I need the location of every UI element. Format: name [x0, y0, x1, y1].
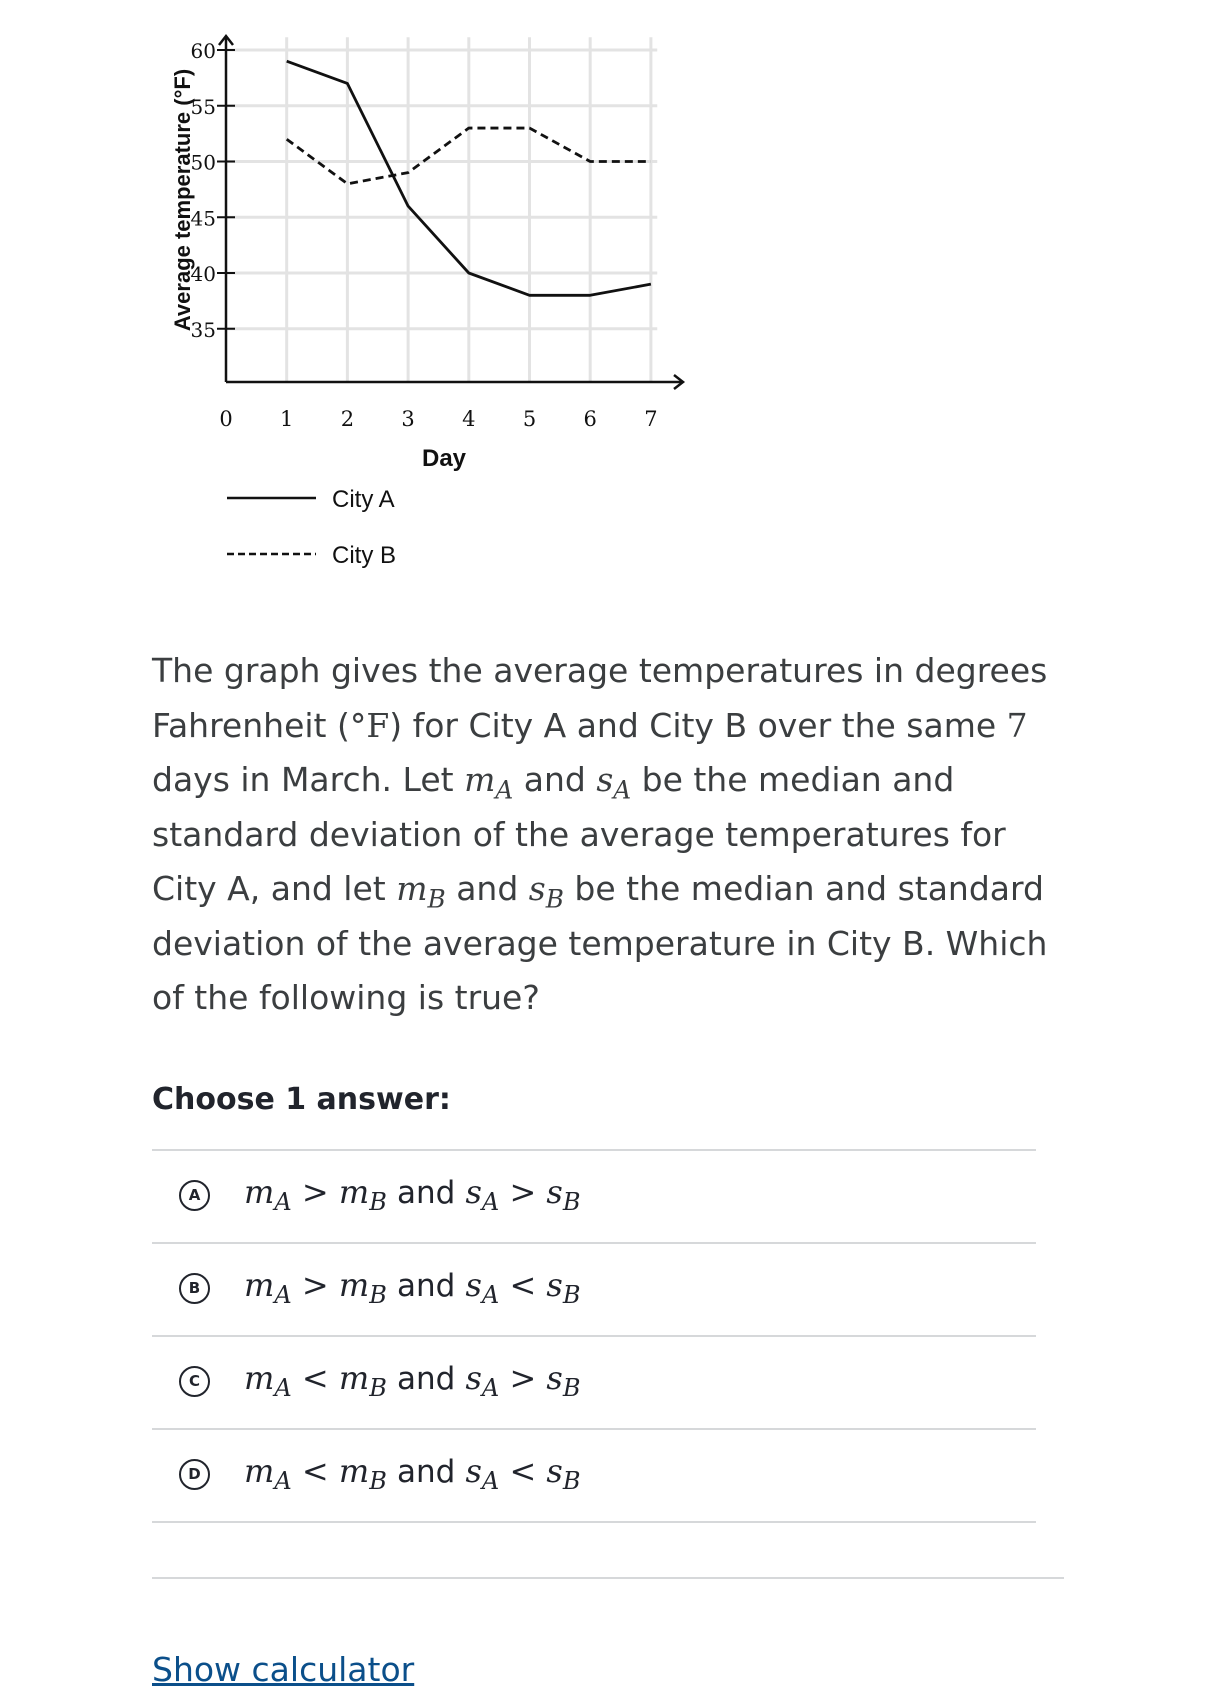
question-text-part: ) for City A and City B over the same	[389, 705, 1007, 745]
y-tick-label: 35	[190, 317, 216, 342]
choice-letter-badge: A	[179, 1180, 210, 1211]
x-tick-label: 3	[401, 407, 415, 431]
answer-choices	[152, 1149, 1036, 1523]
show-calculator-link[interactable]: Show calculator	[152, 1650, 415, 1689]
math-mB: $m_B$	[396, 869, 446, 914]
y-tick-label: 50	[190, 150, 216, 175]
choice-expression: $m_A < m_B$ and $s_A > s_B$	[244, 1359, 581, 1403]
x-tick-label: 6	[583, 407, 597, 431]
math-sB: $s_B$	[528, 869, 564, 914]
divider	[152, 1521, 1036, 1523]
y-axis-label: Average temperature (°F)	[170, 68, 195, 332]
days-count: 7	[1006, 705, 1028, 745]
divider	[152, 1577, 1064, 1579]
x-tick-label: 2	[340, 407, 355, 431]
x-tick-label: 0	[219, 407, 233, 431]
question-text-part: The graph gives the average temperatures in degrees Fahrenheit (	[152, 651, 1048, 745]
choice-b[interactable]	[152, 1244, 1036, 1335]
question-text-part: and	[513, 760, 597, 799]
chart-axes	[219, 36, 683, 389]
x-tick-label: 1	[280, 407, 294, 431]
y-tick-label: 55	[190, 94, 216, 119]
choice-d[interactable]	[152, 1430, 1036, 1521]
question-text-part: and	[445, 869, 529, 908]
y-tick-label: 45	[190, 206, 216, 231]
choice-expression: $m_A > m_B$ and $s_A > s_B$	[244, 1173, 581, 1217]
y-tick-label: 40	[190, 262, 216, 286]
choice-letter-badge: C	[179, 1366, 210, 1397]
legend-label-city-a: City A	[332, 486, 395, 513]
choice-expression: $m_A > m_B$ and $s_A < s_B$	[244, 1266, 581, 1310]
question-text	[152, 644, 1062, 1026]
x-tick-label: 5	[522, 407, 537, 431]
choice-letter-badge: B	[179, 1273, 210, 1304]
y-tick-label: 60	[190, 39, 216, 63]
math-sA: $s_A$	[596, 760, 632, 805]
chart-ticks	[191, 39, 658, 431]
question-text-part: be the median and standard deviation of the average temperature in City B. Which of the following is true?	[152, 869, 1048, 1017]
math-mA: $m_A$	[464, 760, 514, 805]
legend-label-city-b: City B	[332, 542, 397, 569]
unit-symbol: °F	[349, 705, 390, 745]
choice-a[interactable]	[152, 1151, 1036, 1242]
choose-answer-label: Choose 1 answer:	[152, 1082, 451, 1117]
x-tick-label: 4	[462, 407, 476, 431]
chart-grid	[226, 37, 657, 382]
x-axis-label: Day	[421, 445, 467, 472]
question-text-part: be the median and standard deviation of the average temperatures for City A, and let	[152, 760, 1006, 908]
choice-c[interactable]	[152, 1337, 1036, 1428]
temperature-line-chart	[0, 0, 1219, 600]
choice-expression: $m_A < m_B$ and $s_A < s_B$	[244, 1452, 581, 1496]
question-text-part: days in March. Let	[152, 760, 465, 799]
choice-letter-badge: D	[179, 1459, 210, 1490]
x-tick-label: 7	[644, 407, 658, 431]
chart-legend	[227, 486, 396, 569]
